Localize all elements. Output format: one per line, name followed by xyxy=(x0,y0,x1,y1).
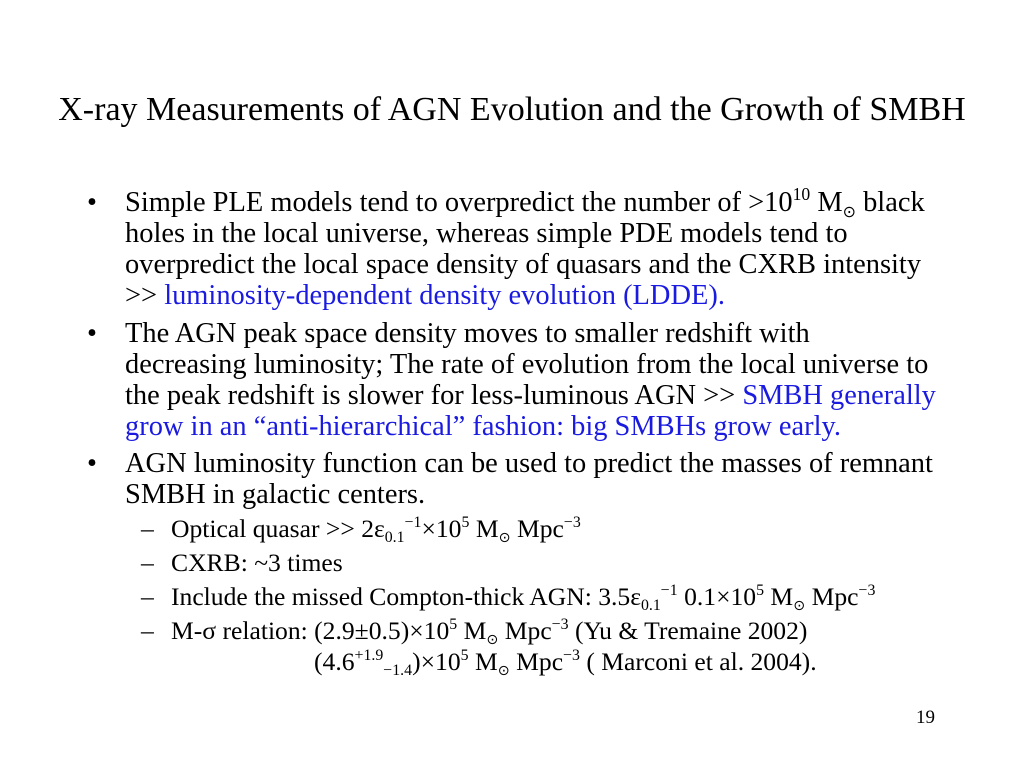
page-number: 19 xyxy=(916,707,935,728)
bullet-marker: • xyxy=(87,448,97,479)
text-run: M-σ relation: (2.9±0.5)×10 xyxy=(171,616,450,645)
text-line xyxy=(171,646,817,680)
highlighted-conclusion: SMBH generally xyxy=(742,380,936,411)
exponent: −1 xyxy=(404,514,422,532)
bullet-text xyxy=(125,448,933,510)
solar-symbol-subscript: ⊙ xyxy=(842,202,856,222)
exponent: 10 xyxy=(792,184,811,205)
text-run: CXRB: ~3 times xyxy=(171,548,343,577)
solar-symbol-subscript: ⊙ xyxy=(793,598,806,615)
text-run: Simple PLE models tend to overpredict the number of >10 xyxy=(125,187,793,218)
text-line xyxy=(125,411,936,442)
unit-mpc: Mpc xyxy=(805,582,859,611)
solar-symbol-subscript: ⊙ xyxy=(498,530,511,547)
unit-mpc: Mpc xyxy=(510,514,564,543)
exponent: 5 xyxy=(756,582,765,600)
text-run: The AGN peak space density moves to smaller redshift with xyxy=(125,318,810,349)
exponent: 5 xyxy=(449,616,458,634)
bullet-text xyxy=(125,318,936,442)
text-line xyxy=(171,547,343,578)
text-run: )×10 xyxy=(412,647,461,676)
unit-mpc: Mpc xyxy=(498,616,552,645)
exponent: 5 xyxy=(460,647,469,665)
exponent: 5 xyxy=(461,514,470,532)
unit-solar-mass: M xyxy=(764,582,794,611)
highlighted-conclusion: luminosity-dependent density evolution (LDDE). xyxy=(164,280,725,311)
text-line xyxy=(125,448,933,479)
text-run: Include the missed Compton-thick AGN: 3.5ε xyxy=(171,582,641,611)
sub-bullet-marker: – xyxy=(141,616,154,645)
unit-solar-mass: M xyxy=(468,647,498,676)
text-line xyxy=(171,513,581,547)
unit-mpc: Mpc xyxy=(509,647,564,676)
unit-solar-mass: M xyxy=(457,616,487,645)
citation: (Yu & Tremaine 2002) xyxy=(568,616,808,645)
text-line xyxy=(125,218,925,249)
exponent: −1 xyxy=(660,582,678,600)
exponent: −3 xyxy=(563,647,580,665)
exponent: −3 xyxy=(858,582,876,600)
text-run: (4.6 xyxy=(314,647,355,676)
exponent: −3 xyxy=(551,616,569,634)
lower-error: −1.4 xyxy=(383,661,413,679)
bullet-ple-pde-models xyxy=(0,184,1024,311)
text-run: black xyxy=(855,187,925,218)
sub-bullet-text xyxy=(171,615,817,680)
upper-error: +1.9 xyxy=(354,647,384,665)
text-line xyxy=(125,380,936,411)
bullet-marker: • xyxy=(87,318,97,349)
text-run: 0.1×10 xyxy=(677,582,757,611)
sub-bullet-cxrb xyxy=(0,547,1024,577)
solar-symbol-subscript: ⊙ xyxy=(497,663,510,680)
text-line xyxy=(125,249,925,280)
bullet-agn-peak-density xyxy=(0,318,1024,442)
text-line xyxy=(125,280,925,311)
text-run: decreasing luminosity; The rate of evolution from the local universe to xyxy=(125,349,929,380)
citation: ( Marconi et al. 2004). xyxy=(579,647,817,676)
text-run: >> xyxy=(125,280,165,311)
bullet-text xyxy=(125,184,925,311)
sub-bullet-text xyxy=(171,547,343,578)
slide-title: X-ray Measurements of AGN Evolution and the Growth of SMBH xyxy=(58,91,966,128)
subscript: 0.1 xyxy=(384,528,405,546)
text-run: holes in the local universe, whereas simple PDE models tend to xyxy=(125,218,848,249)
text-run: SMBH in galactic centers. xyxy=(125,479,426,510)
bullet-marker: • xyxy=(87,187,97,218)
unit-solar-mass: M xyxy=(810,187,843,218)
unit-solar-mass: M xyxy=(469,514,499,543)
text-line xyxy=(125,318,936,349)
sub-bullet-text xyxy=(171,513,581,547)
exponent: −3 xyxy=(563,514,581,532)
solar-symbol-subscript: ⊙ xyxy=(486,632,499,649)
sub-bullet-marker: – xyxy=(141,582,154,611)
text-run: AGN luminosity function can be used to predict the masses of remnant xyxy=(125,448,933,479)
sub-bullet-marker: – xyxy=(141,514,154,543)
text-line xyxy=(125,349,936,380)
text-run: ×10 xyxy=(421,514,462,543)
text-run: Optical quasar >> 2ε xyxy=(171,514,385,543)
text-line xyxy=(171,615,817,649)
text-run: the peak redshift is slower for less-luminous AGN >> xyxy=(125,380,743,411)
sub-bullet-marker: – xyxy=(141,548,154,577)
text-line xyxy=(125,479,933,510)
text-line xyxy=(171,581,876,615)
text-line xyxy=(125,184,925,222)
text-run: overpredict the local space density of quasars and the CXRB intensity xyxy=(125,249,922,280)
highlighted-conclusion: grow in an “anti-hierarchical” fashion: big SMBHs grow early. xyxy=(125,411,841,442)
subscript: 0.1 xyxy=(640,596,661,614)
sub-bullet-text xyxy=(171,581,876,615)
